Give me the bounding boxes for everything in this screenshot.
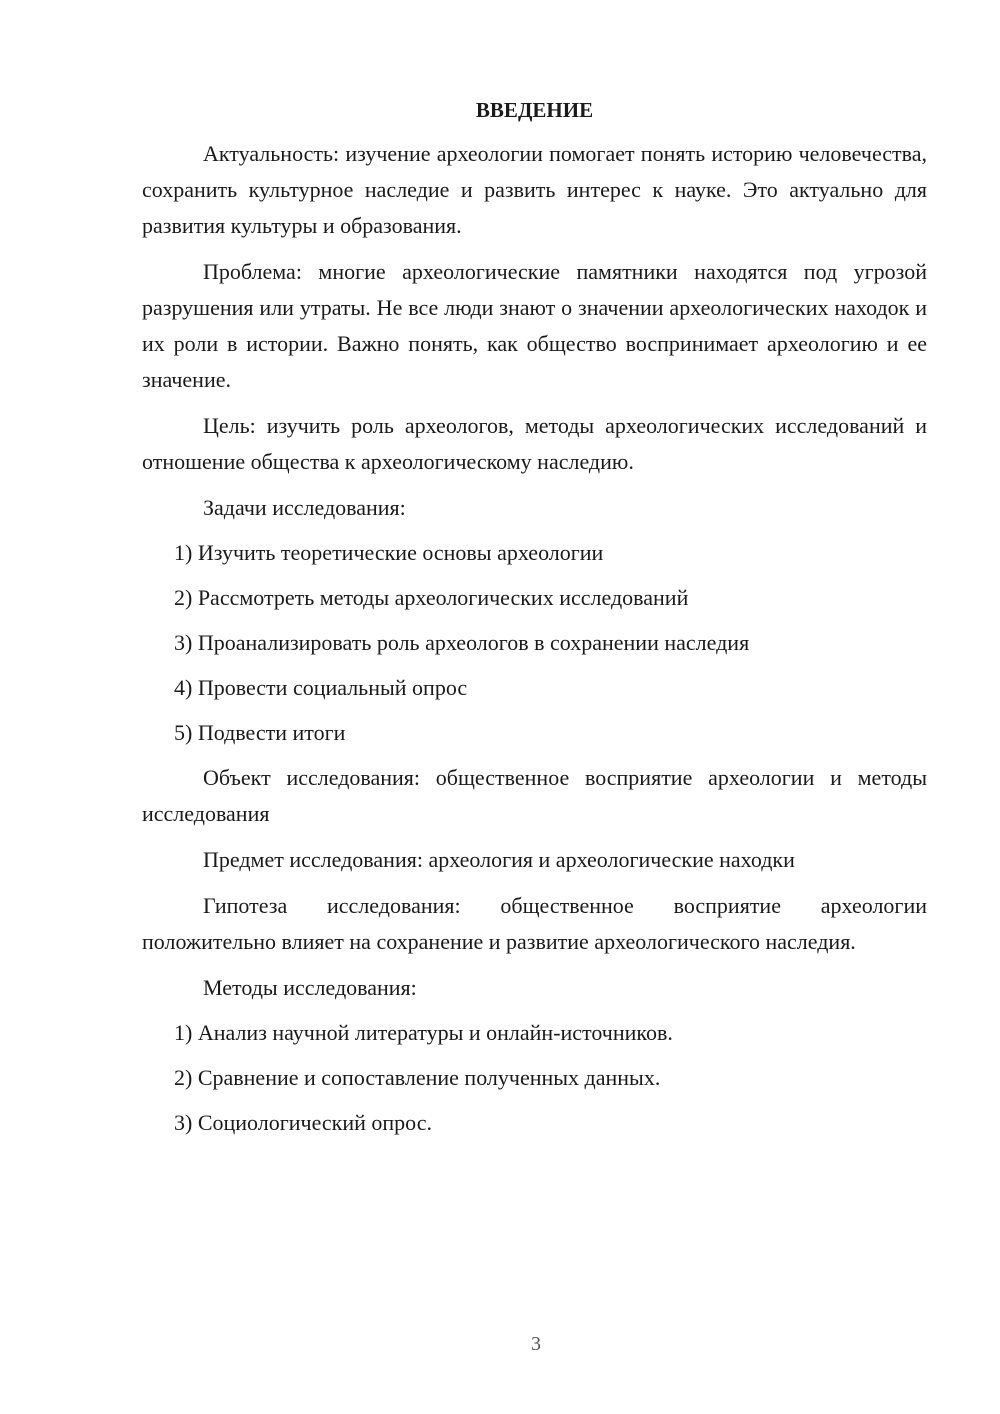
tasks-heading: Задачи исследования: [203, 495, 406, 520]
methods-heading: Методы исследования: [203, 975, 417, 1000]
task-item: 4) Провести социальный опрос [174, 675, 468, 700]
task-item: 2) Рассмотреть методы археологических исследований [174, 585, 689, 610]
tasks-list [142, 535, 927, 751]
hypothesis-paragraph: Гипотеза исследования: общественное восприятие археологии положительно влияет на сохранение и развитие археологического наследия. [142, 893, 927, 954]
method-item: 3) Социологический опрос. [174, 1110, 432, 1135]
page-number: 3 [531, 1333, 541, 1355]
goal-paragraph: Цель: изучить роль археологов, методы археологических исследований и отношение общества к археологическому наследию. [142, 413, 927, 474]
document-title: ВВЕДЕНИЕ [475, 98, 594, 122]
task-item: 5) Подвести итоги [174, 720, 346, 745]
method-item: 2) Сравнение и сопоставление полученных данных. [174, 1065, 661, 1090]
subject-paragraph: Предмет исследования: археология и археологические находки [203, 847, 795, 872]
task-item: 1) Изучить теоретические основы археологии [174, 540, 604, 565]
method-item: 1) Анализ научной литературы и онлайн-источников. [174, 1020, 673, 1045]
methods-list [142, 1015, 927, 1141]
relevance-paragraph: Актуальность: изучение археологии помогает понять историю человечества, сохранить культурное наследие и развить интерес к науке. Это актуально для развития культуры и образования. [142, 141, 927, 238]
document-page [142, 92, 927, 1150]
object-paragraph: Объект исследования: общественное восприятие археологии и методы исследования [142, 765, 927, 826]
task-item: 3) Проанализировать роль археологов в сохранении наследия [174, 630, 750, 655]
problem-paragraph: Проблема: многие археологические памятники находятся под угрозой разрушения или утраты. Не все люди знают о значении археологических находок и их роли в истории. Важно понять, как общество воспринимает археологию и ее значение. [142, 259, 927, 392]
